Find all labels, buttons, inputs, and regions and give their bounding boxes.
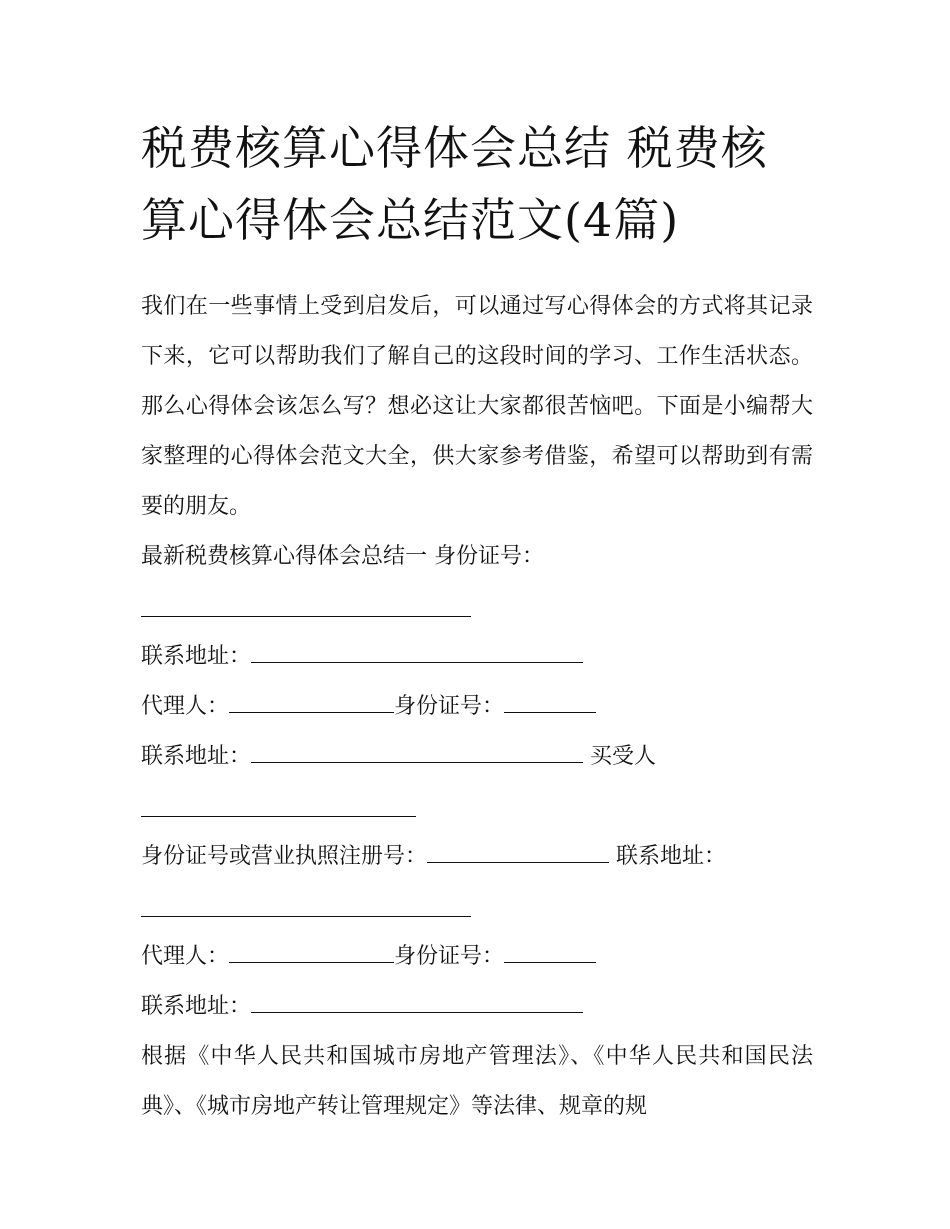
seller-agent-id-blank	[504, 682, 596, 713]
section-heading: 最新税费核算心得体会总结一 身份证号：	[141, 544, 544, 569]
seller-agent-address-label: 联系地址：	[141, 744, 252, 769]
buyer-agent-id-label: 身份证号：	[394, 944, 505, 969]
section-heading-row	[141, 532, 813, 582]
buyer-address-blank	[141, 882, 471, 917]
buyer-agent-id-blank	[504, 932, 596, 963]
seller-address-row	[141, 632, 813, 682]
buyer-agent-address-label: 联系地址：	[141, 994, 252, 1019]
intro-paragraph: 我们在一些事情上受到启发后，可以通过写心得体会的方式将其记录下来，它可以帮助我们了解自己的这段时间的学习、工作生活状态。那么心得体会该怎么写？想必这让大家都很苦恼吧。下面是小编帮大家整理的心得体会范文大全，供大家参考借鉴，希望可以帮助到有需要的朋友。	[141, 294, 813, 519]
legal-basis-paragraph: 根据《中华人民共和国城市房地产管理法》、《中华人民共和国民法典》、《城市房地产转让管理规定》等法律、规章的规	[141, 1044, 813, 1119]
buyer-id-blank	[427, 832, 609, 863]
buyer-label: 买受人	[590, 744, 657, 769]
seller-agent-row	[141, 682, 813, 732]
buyer-id-row	[141, 832, 813, 882]
blank-line-wrap	[141, 582, 471, 632]
buyer-agent-label: 代理人：	[141, 944, 230, 969]
seller-id-blank	[141, 582, 471, 617]
document-page	[141, 112, 813, 1132]
blank-line-wrap	[141, 782, 416, 832]
buyer-agent-address-row	[141, 982, 813, 1032]
seller-address-blank	[251, 632, 583, 663]
seller-agent-blank	[229, 682, 394, 713]
buyer-agent-row	[141, 932, 813, 982]
seller-agent-id-label: 身份证号：	[394, 694, 505, 719]
seller-agent-label: 代理人：	[141, 694, 230, 719]
buyer-agent-address-blank	[251, 982, 583, 1013]
blank-line-wrap	[141, 882, 471, 932]
buyer-name-blank	[141, 782, 416, 817]
document-title: 税费核算心得体会总结 税费核算心得体会总结范文(4篇)	[141, 121, 768, 247]
buyer-agent-blank	[229, 932, 394, 963]
buyer-id-label: 身份证号或营业执照注册号：	[141, 844, 428, 869]
seller-agent-address-blank	[251, 732, 583, 763]
seller-address-label: 联系地址：	[141, 644, 252, 669]
buyer-address-label: 联系地址：	[616, 844, 727, 869]
seller-agent-address-row	[141, 732, 813, 782]
